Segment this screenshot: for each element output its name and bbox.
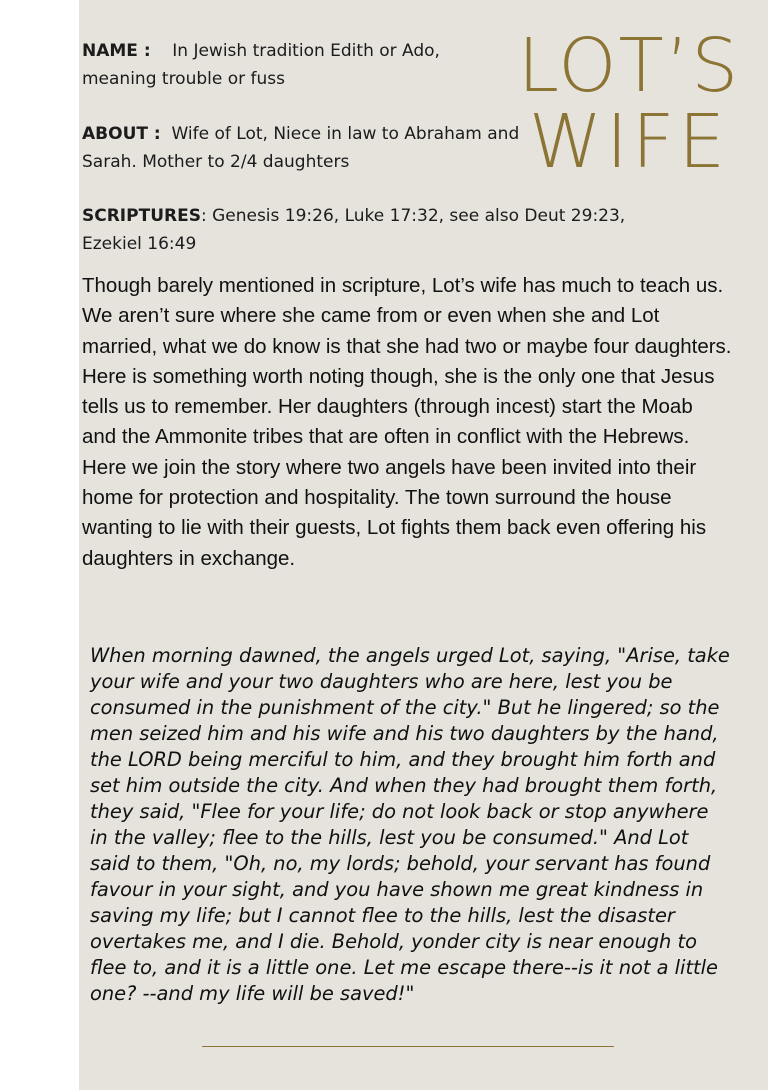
about-value: Wife of Lot, Niece in law to Abraham and Sarah. Mother to 2/4 daughters: [82, 124, 520, 172]
scriptures-label: SCRIPTURES: [82, 206, 201, 226]
intro-paragraph: Though barely mentioned in scripture, Lot’s wife has much to teach us. We aren’t sure where she came from or even when she and Lot married, what we do know is that she had two or maybe four daughters. Here is something worth noting though, she is the only one that Jesus tells us to remember. Her daughters (through incest) start the Moab and the Ammonite tribes that are often in conflict with the Hebrews. Here we join the story where two angels have been invited into their home for protection and hospitality. The town surround the house wanting to lie with their guests, Lot fights them back even offering his daughters in exchange.: [82, 274, 732, 570]
scripture-quote: When morning dawned, the angels urged Lot, saying, "Arise, take your wife and your two daughters who are here, lest you be consumed in the punishment of the city." But he lingered; so the men seized him and his wife and his two daughters by the hand, the LORD being merciful to him, and they brought him forth and set him outside the city. And when they had brought them forth, they said, "Flee for your life; do not look back or stop anywhere in the valley; flee to the hills, lest you be consumed." And Lot said to them, "Oh, no, my lords; behold, your servant has found favour in your sight, and you have shown me great kindness in saving my life; but I cannot flee to the hills, lest the disaster overtakes me, and I die. Behold, yonder city is near enough to flee to, and it is a little one. Let me escape there--is it not a little one? --and my life will be saved!": [90, 644, 730, 1005]
about-label: ABOUT :: [82, 124, 161, 144]
divider-line: [202, 1046, 614, 1047]
title-line-1: LOT’S: [517, 23, 741, 109]
document-page: [79, 0, 768, 1090]
name-field: [82, 37, 502, 93]
name-label: NAME :: [82, 41, 151, 61]
name-value: In Jewish tradition Edith or Ado, meaning trouble or fuss: [82, 41, 440, 89]
scriptures-value: : Genesis 19:26, Luke 17:32, see also Deut 29:23, Ezekiel 16:49: [82, 206, 626, 254]
about-field: [82, 120, 522, 176]
page-title: [499, 23, 759, 185]
title-line-2: WIFE: [528, 99, 730, 185]
scriptures-field: [82, 202, 682, 258]
